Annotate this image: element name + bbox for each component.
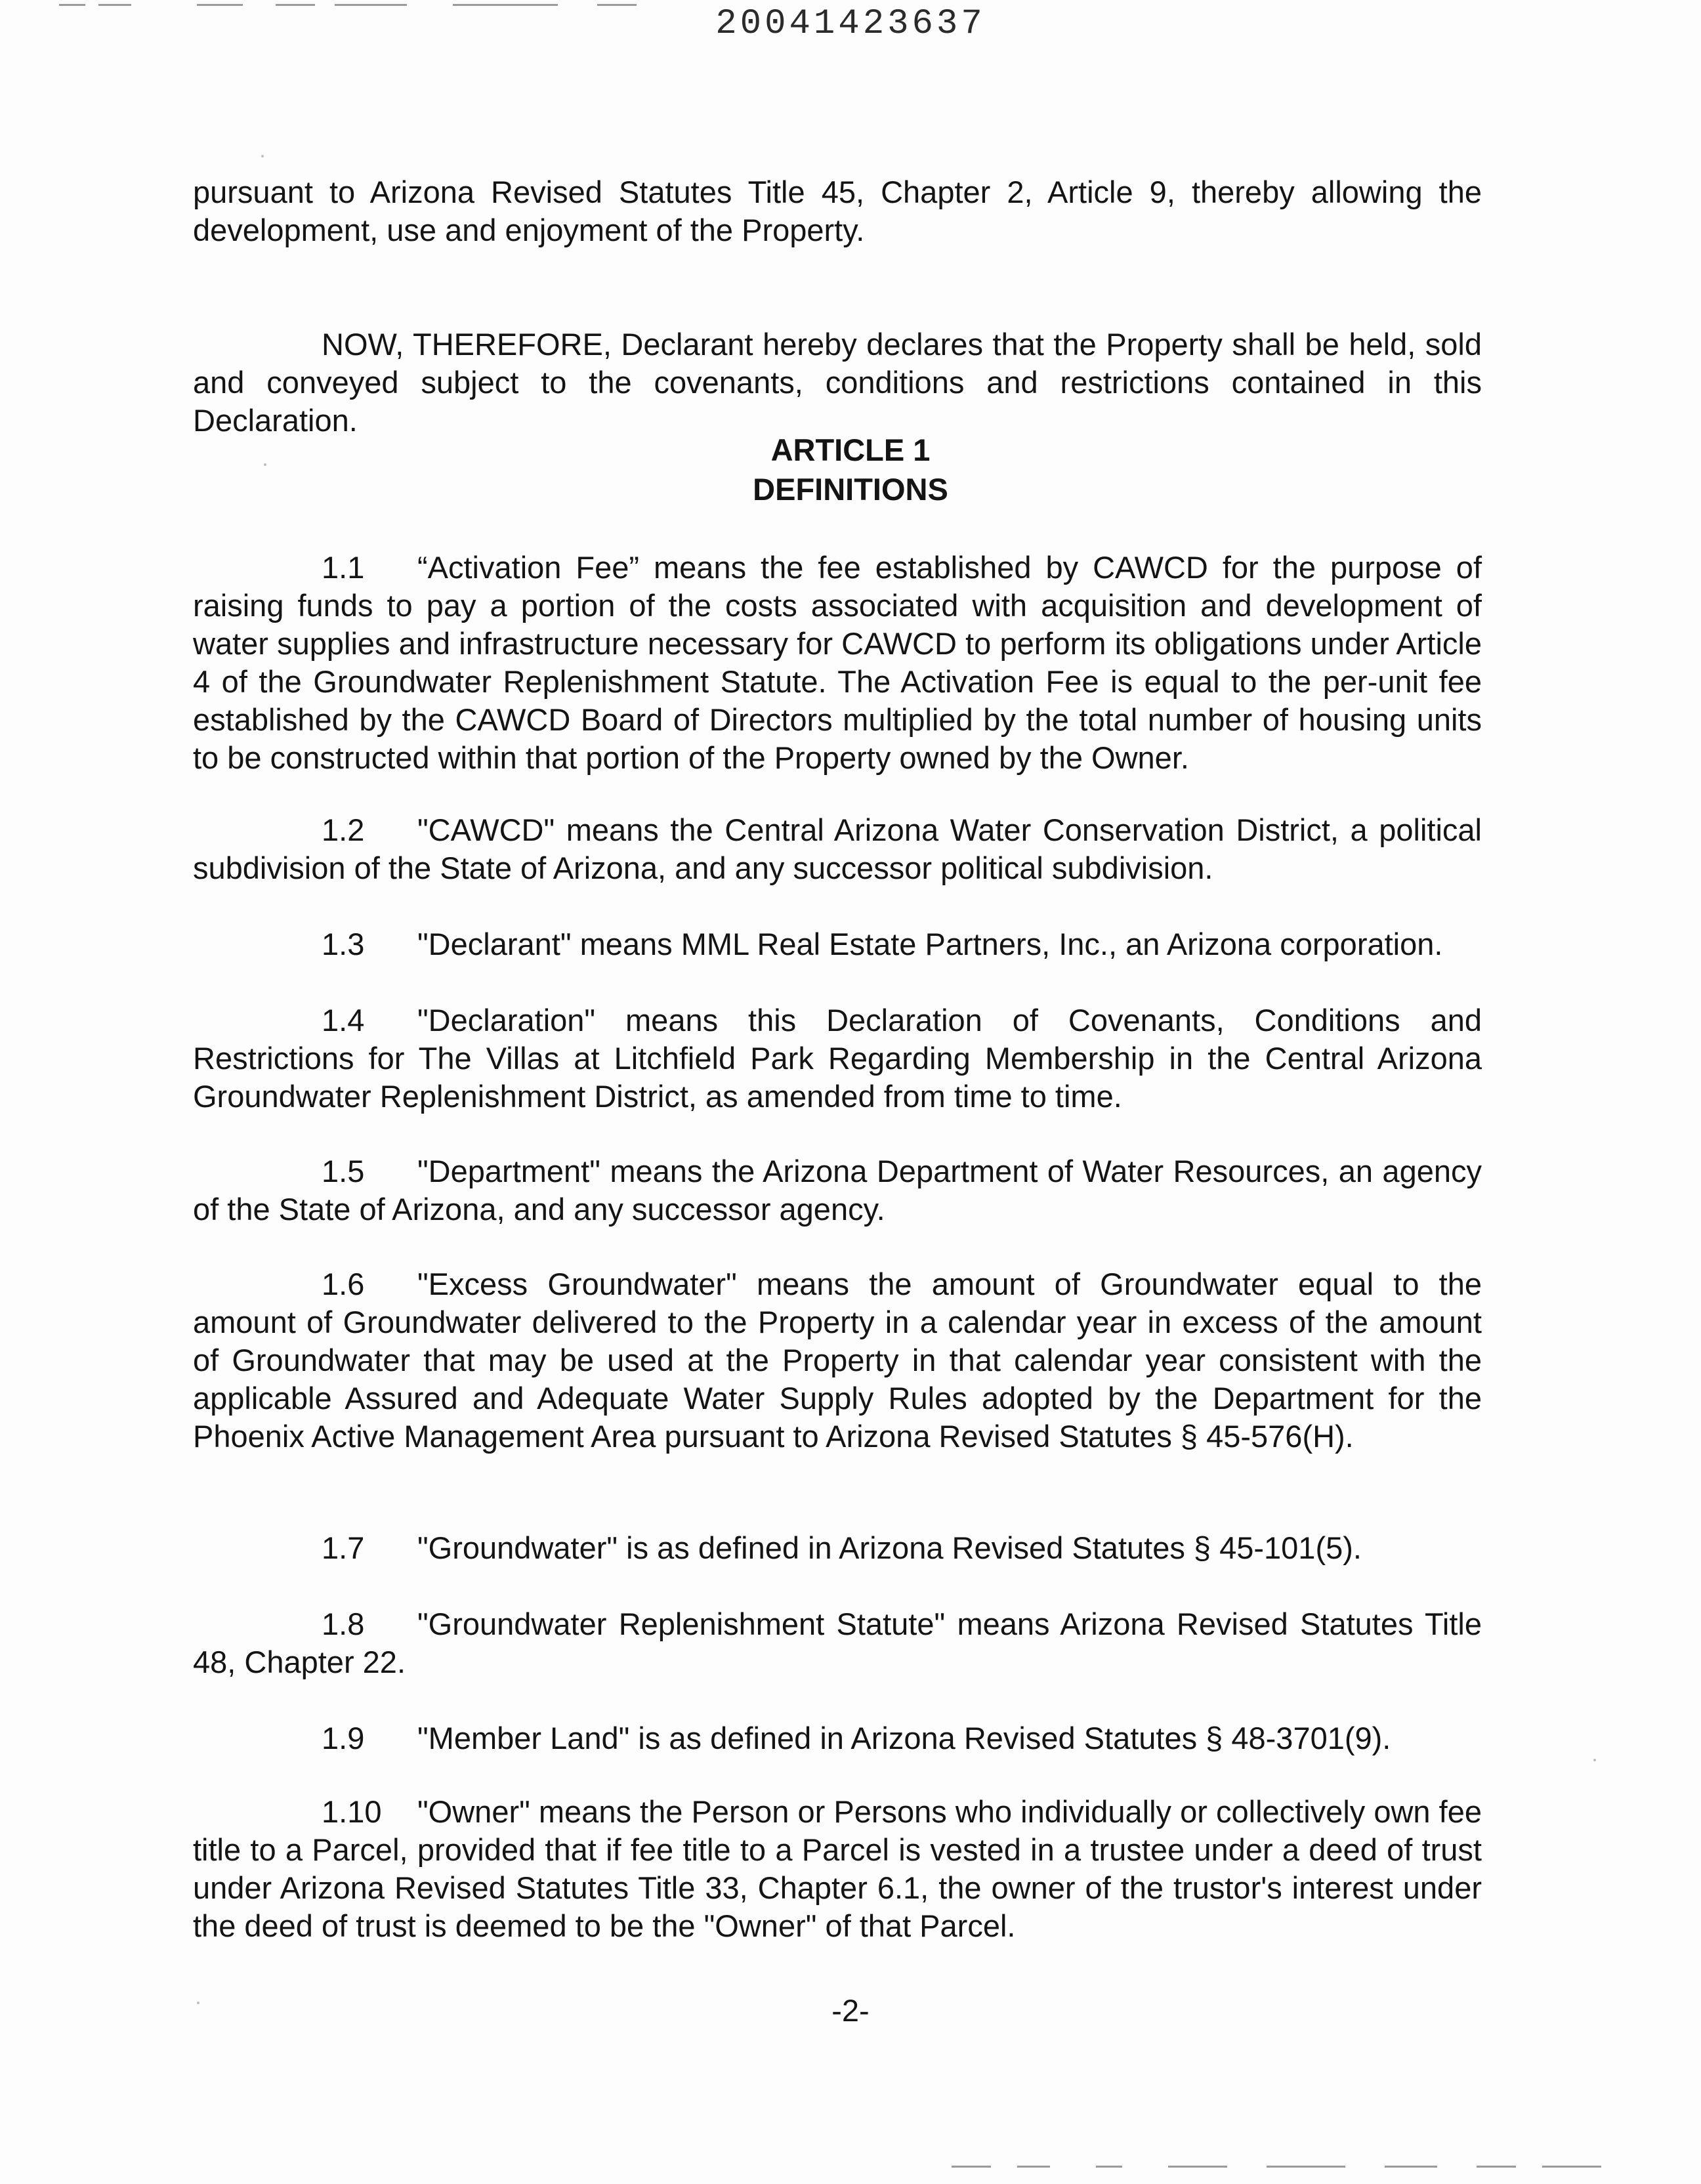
definition-number: 1.9 [322, 1721, 365, 1755]
definition-1-6 [193, 1265, 1482, 1456]
definition-text: "CAWCD" means the Central Arizona Water Conservation District, a political subdivision of the State of Arizona, and any successor political subdivision. [193, 812, 1482, 885]
definition-1-2 [193, 811, 1482, 887]
article-title: DEFINITIONS [753, 472, 948, 507]
definition-text: "Department" means the Arizona Department of Water Resources, an agency of the State of Arizona, and any successor agency. [193, 1154, 1482, 1227]
definition-number: 1.8 [322, 1606, 365, 1641]
now-therefore-paragraph: NOW, THEREFORE, Declarant hereby declares that the Property shall be held, sold and conveyed subject to the covenants, conditions and restrictions contained in this Declaration. [193, 327, 1482, 438]
definition-1-8 [193, 1605, 1482, 1681]
intro-continuation [193, 173, 1482, 249]
definition-number: 1.5 [322, 1154, 365, 1188]
definition-number: 1.3 [322, 927, 365, 961]
article-number: ARTICLE 1 [770, 432, 931, 467]
scan-speck [1593, 1759, 1596, 1761]
definition-1-9 [193, 1719, 1482, 1757]
definition-text: "Owner" means the Person or Persons who individually or collectively own fee title to a Parcel, provided that if fee title to a Parcel is vested in a trustee under a deed of trust under Arizona Revised Statutes Title 33, Chapter 6.1, the owner of the trustor's interest under the deed of trust is deemed to be the "Owner" of that Parcel. [193, 1794, 1482, 1943]
definition-number: 1.7 [322, 1530, 365, 1565]
definition-number: 1.4 [322, 1003, 365, 1038]
article-heading [0, 430, 1701, 509]
definition-text: "Declarant" means MML Real Estate Partners, Inc., an Arizona corporation. [417, 927, 1443, 961]
definition-number: 1.1 [322, 550, 365, 585]
definition-number: 1.2 [322, 812, 365, 847]
definition-text: "Member Land" is as defined in Arizona Revised Statutes § 48-3701(9). [417, 1721, 1391, 1755]
page-number: -2- [831, 1993, 870, 2028]
continuation-paragraph: pursuant to Arizona Revised Statutes Title 45, Chapter 2, Article 9, thereby allowing the development, use and enjoyment of the Property. [193, 175, 1482, 247]
definition-text: “Activation Fee” means the fee established by CAWCD for the purpose of raising funds to pay a portion of the costs associated with acquisition and development of water supplies and infrastructure necessary for CAWCD to perform its obligations under Article 4 of the Groundwater Replenishment Statute. The Activation Fee is equal to the per-unit fee established by the CAWCD Board of Directors multiplied by the total number of housing units to be constructed within that portion of the Property owned by the Owner. [193, 550, 1482, 775]
definition-1-3 [193, 925, 1482, 963]
definition-text: "Declaration" means this Declaration of Covenants, Conditions and Restrictions for The Villas at Litchfield Park Regarding Membership in the Central Arizona Groundwater Replenishment District, as amended from time to time. [193, 1003, 1482, 1114]
scan-speck [261, 155, 264, 158]
definition-text: "Groundwater Replenishment Statute" means Arizona Revised Statutes Title 48, Chapter 22. [193, 1606, 1482, 1679]
definition-1-5 [193, 1152, 1482, 1228]
definition-1-10 [193, 1793, 1482, 1945]
now-therefore-block [193, 326, 1482, 440]
document-number: 20041423637 [715, 4, 986, 44]
definition-1-7 [193, 1529, 1482, 1567]
definition-1-1 [193, 549, 1482, 777]
definition-text: "Groundwater" is as defined in Arizona Revised Statutes § 45-101(5). [417, 1530, 1362, 1565]
scan-marks-bottom [952, 2166, 1608, 2168]
definition-text: "Excess Groundwater" means the amount of Groundwater equal to the amount of Groundwater delivered to the Property in a calendar year in excess of the amount of Groundwater that may be used at the Property in that calendar year consistent with the applicable Assured and Adequate Water Supply Rules adopted by the Department for the Phoenix Active Management Area pursuant to Arizona Revised Statutes § 45-576(H). [193, 1267, 1482, 1454]
definition-1-4 [193, 1001, 1482, 1116]
definition-number: 1.6 [322, 1267, 365, 1301]
definition-number: 1.10 [322, 1794, 382, 1829]
